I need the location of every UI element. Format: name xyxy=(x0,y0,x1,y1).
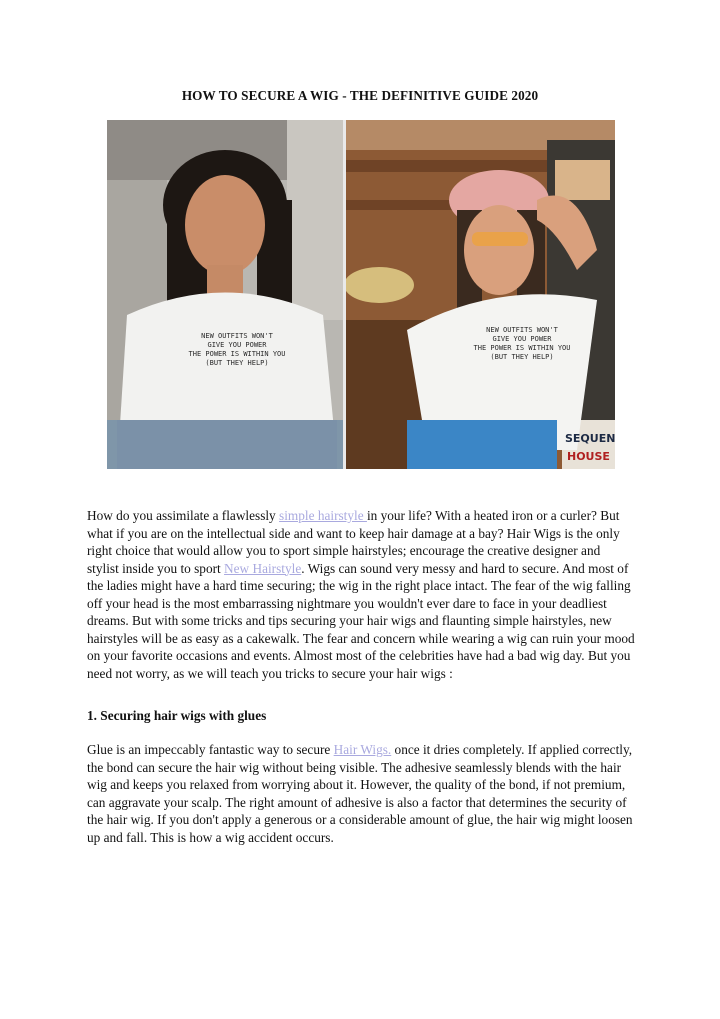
glue-paragraph xyxy=(87,741,635,846)
svg-text:(BUT THEY HELP): (BUT THEY HELP) xyxy=(205,359,269,367)
link-simple-hairstyle[interactable]: simple hairstyle xyxy=(279,508,367,523)
intro-text-3: . Wigs can sound very messy and hard to secure. And most of the ladies might have a hard time securing; the wig in the right place intact. The fear of the wig falling off your head is the most embarrassing nightmare you wouldn't ever dare to face in your deadliest dreams. But with some tricks and tips securing your hair wigs and flaunting simple hairstyles, new hairstyles will be as easy as a cakewalk. The fear and concern while wearing a wig can ruin your mood on your favorite occasions and events. Almost most of the celebrities have had a bad wig day. But you need not worry, as we will teach you tricks to secure your hair wigs : xyxy=(87,560,635,681)
svg-text:THE POWER IS WITHIN YOU: THE POWER IS WITHIN YOU xyxy=(473,344,571,352)
intro-text-2: in your life? With a heated iron or a curler? But what if you are on the intellectual side and want to keep hair damage at a bay? Hair Wigs is the only right choice that would allow you to sport simple hairstyles; encourage the creative designer and stylist inside you to sport xyxy=(87,508,620,576)
glue-text-2: once it dries completely. If applied correctly, the bond can secure the hair wig without being visible. The adhesive seamlessly blends with the hair wig and keeps you relaxed from worrying about it. However, the quality of the bond, if not premium, can aggravate your scalp. The right amount of adhesive is also a factor that determines the security of the hair wig. If you don't apply a generous or a considerable amount of glue, the hair wig might loosen up and fall. This is how a wig accident occurs. xyxy=(87,742,633,845)
link-new-hairstyle[interactable]: New Hairstyle xyxy=(224,560,302,576)
svg-text:HOUSE: HOUSE xyxy=(567,450,610,463)
svg-text:GIVE YOU POWER: GIVE YOU POWER xyxy=(207,341,267,349)
link-hair-wigs[interactable]: Hair Wigs. xyxy=(333,742,392,757)
svg-text:(BUT THEY HELP): (BUT THEY HELP) xyxy=(490,353,554,361)
document-title: HOW TO SECURE A WIG - THE DEFINITIVE GUIDE 2020 xyxy=(181,88,539,103)
intro-paragraph xyxy=(87,507,635,682)
svg-text:GIVE YOU POWER: GIVE YOU POWER xyxy=(492,335,552,343)
svg-text:NEW OUTFITS WON'T: NEW OUTFITS WON'T xyxy=(201,332,273,340)
svg-text:NEW OUTFITS WON'T: NEW OUTFITS WON'T xyxy=(486,326,558,334)
glue-text-1: Glue is an impeccably fantastic way to secure xyxy=(87,742,334,757)
svg-text:SEQUEN: SEQUEN xyxy=(565,432,615,445)
section-heading-glues: 1. Securing hair wigs with glues xyxy=(87,708,267,723)
intro-text-1: How do you assimilate a flawlessly xyxy=(87,508,280,523)
hero-photo xyxy=(107,120,615,469)
svg-text:THE POWER IS WITHIN YOU: THE POWER IS WITHIN YOU xyxy=(188,350,286,358)
